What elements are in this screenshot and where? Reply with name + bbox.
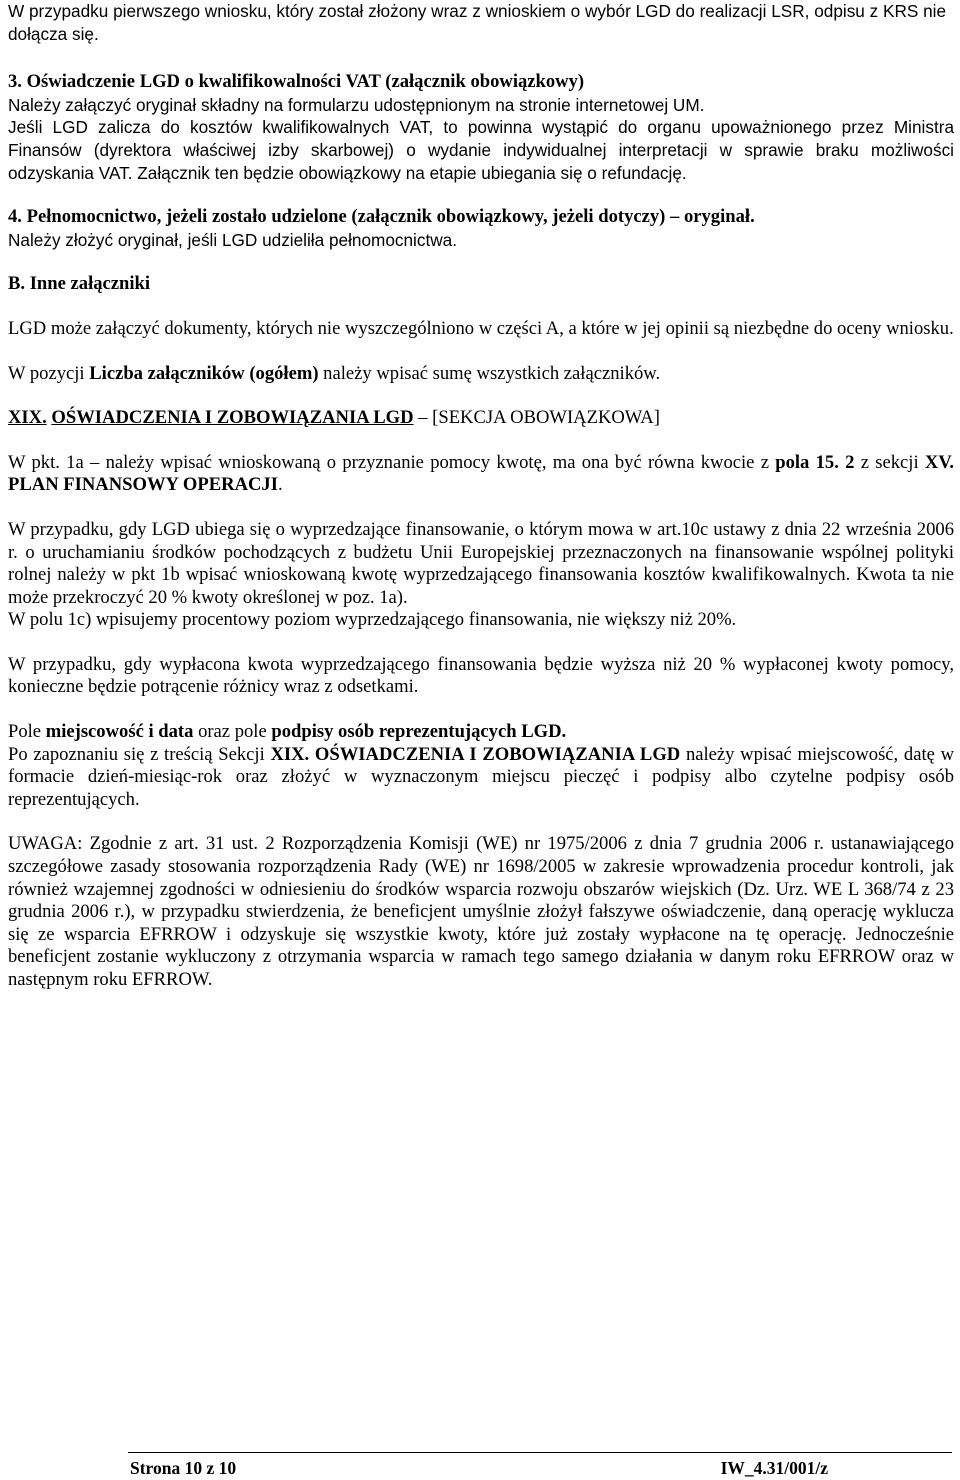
section-b-para2: W pozycji Liczba załączników (ogółem) należy wpisać sumę wszystkich załączników. xyxy=(8,362,661,384)
document-page xyxy=(8,0,954,992)
section-b-para1: LGD może załączyć dokumenty, których nie wyszczególniono w części A, a które w jej opinii są niezbędne do oceny wniosku. xyxy=(8,317,954,339)
item4-line1: Należy złożyć oryginał, jeśli LGD udzieliła pełnomocnictwa. xyxy=(8,229,457,250)
intro-paragraph: W przypadku pierwszego wniosku, który został złożony wraz z wnioskiem o wybór LGD do realizacji LSR, odpisu z KRS nie dołącza się. xyxy=(8,1,947,44)
section-xix-p4: W przypadku, gdy wypłacona kwota wyprzedzającego finansowania będzie wyższa niż 20 % wypłaconej kwoty pomocy, konieczne będzie potrącenie różnicy wraz z odsetkami. xyxy=(8,653,954,698)
item4-heading: 4. Pełnomocnictwo, jeżeli zostało udzielone (załącznik obowiązkowy, jeżeli dotyczy) – oryginał. xyxy=(8,206,755,228)
section-xix-warning: UWAGA: Zgodnie z art. 31 ust. 2 Rozporządzenia Komisji (WE) nr 1975/2006 z dnia 7 grudnia 2006 r. ustanawiającego szczegółowe zasady stosowania rozporządzenia Rady (WE) nr 1698/2005 w zakresie wprowadzenia procedur kontroli, jak również wzajemnej zgodności w odniesieniu do środków wsparcia rozwoju obszarów wiejskich (Dz. Urz. WE L 368/74 z 23 grudnia 2006 r.), w przypadku stwierdzenia, że beneficjent umyślnie złożył fałszywe oświadczenie, daną operację wyklucza się ze wsparcia EFRROW i odzyskuje się wszystkie kwoty, które już zostały wypłacone na tę operację. Jednocześnie beneficjent zostanie wykluczony z otrzymania wsparcia w ramach tego samego działania w danym roku EFRROW oraz w następnym roku EFRROW. xyxy=(8,833,954,990)
section-b-heading: B. Inne załączniki xyxy=(8,273,151,295)
item3-paragraph: Jeśli LGD zalicza do kosztów kwalifikowalnych VAT, to powinna wystąpić do organu upoważnionego przez Ministra Finansów (dyrektora właściwej izby skarbowej) o wydanie indywidualnej interpretacji w sprawie braku możliwości odzyskania VAT. Załącznik ten będzie obowiązkowy na etapie ubiegania się o refundację. xyxy=(8,117,954,183)
section-xix-heading: XIX. OŚWIADCZENIA I ZOBOWIĄZANIA LGD – [SEKCJA OBOWIĄZKOWA] xyxy=(8,407,660,429)
section-xix-p3: W polu 1c) wpisujemy procentowy poziom wyprzedzającego finansowania, nie większy niż 20%. xyxy=(8,609,737,631)
section-xix-p1: W pkt. 1a – należy wpisać wnioskowaną o przyznanie pomocy kwotę, ma ona być równa kwocie z pola 15. 2 z sekcji XV. PLAN FINANSOWY OPERACJI. xyxy=(8,451,954,496)
section-xix-p6: Po zapoznaniu się z treścią Sekcji XIX. OŚWIADCZENIA I ZOBOWIĄZANIA LGD należy wpisać miejscowość, datę w formacie dzień-miesiąc-rok oraz złożyć w wyznaczonym miejscu pieczęć i podpisy albo czytelne podpisy osób reprezentujących. xyxy=(8,743,955,810)
footer-page-number: Strona 10 z 10 xyxy=(130,1458,237,1478)
section-xix-p2: W przypadku, gdy LGD ubiega się o wyprzedzające finansowanie, o którym mowa w art.10c ustawy z dnia 22 września 2006 r. o uruchamianiu środków pochodzących z budżetu Unii Europejskiej przeznaczonych na finansowanie wspólnej polityki rolnej należy w pkt 1b wpisać wnioskowaną kwotę wyprzedzającego finansowania kosztów kwalifikowalnych. Kwota ta nie może przekroczyć 20 % kwoty określonej w poz. 1a). xyxy=(8,518,954,608)
item3-line1: Należy załączyć oryginał składny na formularzu udostępnionym na stronie internetowej UM. xyxy=(8,94,705,115)
section-xix-p5: Pole miejscowość i data oraz pole podpisy osób reprezentujących LGD. xyxy=(8,721,567,743)
footer-document-code: IW_4.31/001/z xyxy=(720,1458,828,1478)
footer-divider xyxy=(128,1452,952,1453)
item3-heading: 3. Oświadczenie LGD o kwalifikowalności VAT (załącznik obowiązkowy) xyxy=(8,71,585,93)
